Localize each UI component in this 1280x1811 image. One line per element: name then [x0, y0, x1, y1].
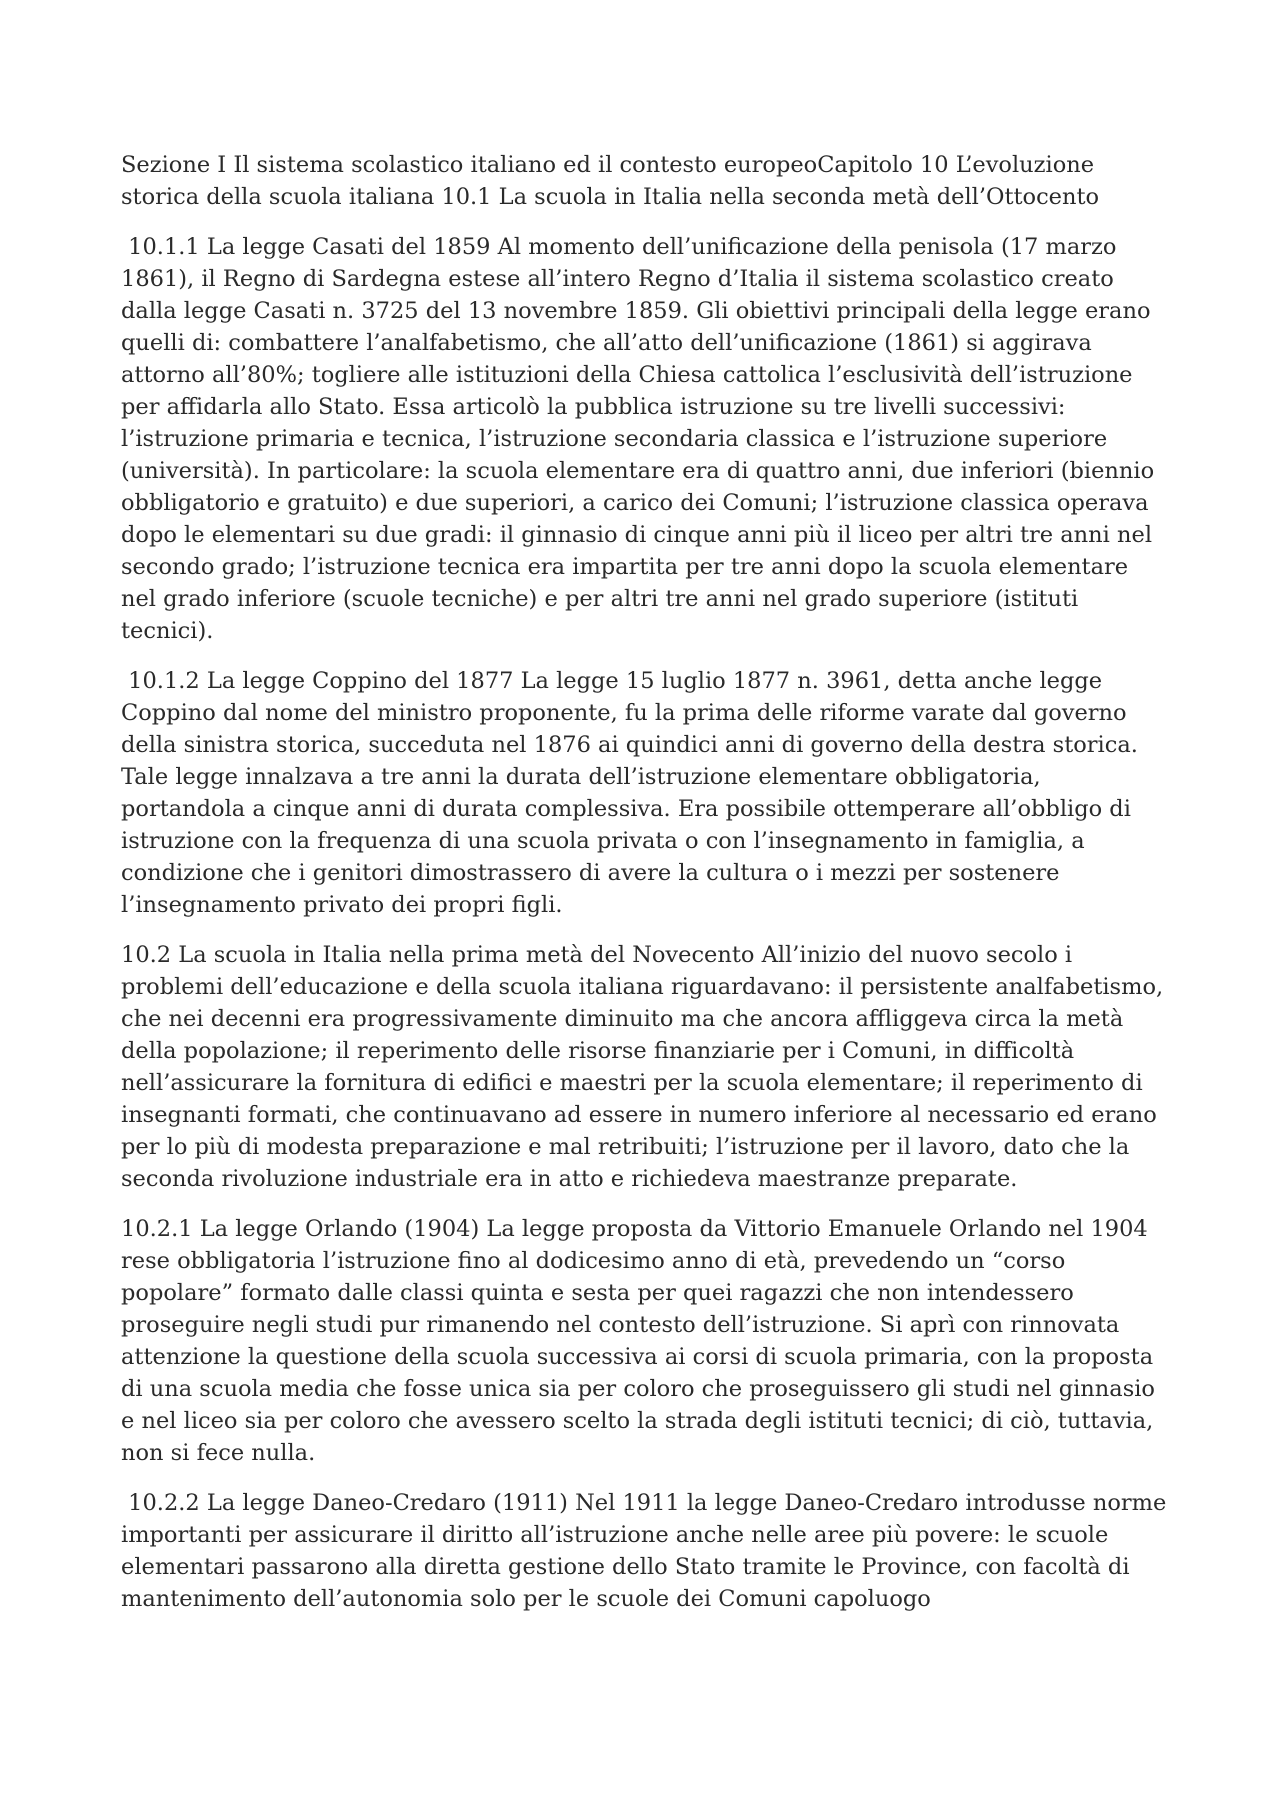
paragraph-novecento: 10.2 La scuola in Italia nella prima metà del Novecento All’inizio del nuovo secolo i problemi dell’educazione e della scuola italiana riguardavano: il persistente analfabetismo, che nei decenni era progressivamente diminuito ma che ancora affliggeva circa la metà della popolazione; il reperimento delle risorse finanziarie per i Comuni, in difficoltà nell’assicurare la fornitura di edifici e maestri per la scuola elementare; il reperimento di insegnanti formati, che continuavano ad essere in numero inferiore al necessario ed erano per lo più di modesta preparazione e mal retribuiti; l’istruzione per il lavoro, dato che la seconda rivoluzione industriale era in atto e richiedeva maestranze preparate.	[121, 942, 1171, 1192]
paragraph-legge-orlando: 10.2.1 La legge Orlando (1904) La legge proposta da Vittorio Emanuele Orlando nel 1904 rese obbligatoria l’istruzione fino al dodicesimo anno di età, prevedendo un “corso popolare” formato dalle classi quinta e sesta per quei ragazzi che non intendessero proseguire negli studi pur rimanendo nel contesto dell’istruzione. Si aprì con rinnovata attenzione la questione della scuola successiva ai corsi di scuola primaria, con la proposta di una scuola media che fosse unica sia per coloro che proseguissero gli studi nel ginnasio e nel liceo sia per coloro che avessero scelto la strada degli istituti tecnici; di ciò, tuttavia, non si fece nulla.	[121, 1216, 1163, 1466]
paragraph-legge-coppino: 10.1.2 La legge Coppino del 1877 La legge 15 luglio 1877 n. 3961, detta anche legge Coppino dal nome del ministro proponente, fu la prima delle riforme varate dal governo della sinistra storica, succeduta nel 1876 ai quindici anni di governo della destra storica. Tale legge innalzava a tre anni la durata dell’istruzione elementare obbligatoria, portandola a cinque anni di durata complessiva. Era possibile ottemperare all’obbligo di istruzione con la frequenza di una scuola privata o con l’insegnamento in famiglia, a condizione che i genitori dimostrassero di avere la cultura o i mezzi per sostenere l’insegnamento privato dei propri figli.	[121, 668, 1146, 918]
paragraph-legge-casati: 10.1.1 La legge Casati del 1859 Al momento dell’unificazione della penisola (17 marzo 1861), il Regno di Sardegna estese all’intero Regno d’Italia il sistema scolastico creato dalla legge Casati n. 3725 del 13 novembre 1859. Gli obiettivi principali della legge erano quelli di: combattere l’analfabetismo, che all’atto dell’unificazione (1861) si aggirava attorno all’80%; togliere alle istituzioni della Chiesa cattolica l’esclusività dell’istruzione per affidarla allo Stato. Essa articolò la pubblica istruzione su tre livelli successivi: l’istruzione primaria e tecnica, l’istruzione secondaria classica e l’istruzione superiore (università). In particolare: la scuola elementare era di quattro anni, due inferiori (biennio obbligatorio e gratuito) e due superiori, a carico dei Comuni; l’istruzione classica operava dopo le elementari su due gradi: il ginnasio di cinque anni più il liceo per altri tre anni nel secondo grado; l’istruzione tecnica era impartita per tre anni dopo la scuola elementare nel grado inferiore (scuole tecniche) e per altri tre anni nel grado superiore (istituti tecnici).	[121, 234, 1162, 644]
document-body	[121, 149, 1174, 1633]
paragraph-heading-section: Sezione I Il sistema scolastico italiano ed il contesto europeoCapitolo 10 L’evoluzione storica della scuola italiana 10.1 La scuola in Italia nella seconda metà dell’Ottocento	[121, 152, 1102, 210]
paragraph-legge-daneo-credaro: 10.2.2 La legge Daneo-Credaro (1911) Nel 1911 la legge Daneo-Credaro introdusse norme importanti per assicurare il diritto all’istruzione anche nelle aree più povere: le scuole elementari passarono alla diretta gestione dello Stato tramite le Province, con facoltà di mantenimento dell’autonomia solo per le scuole dei Comuni capoluogo	[121, 1490, 1174, 1612]
